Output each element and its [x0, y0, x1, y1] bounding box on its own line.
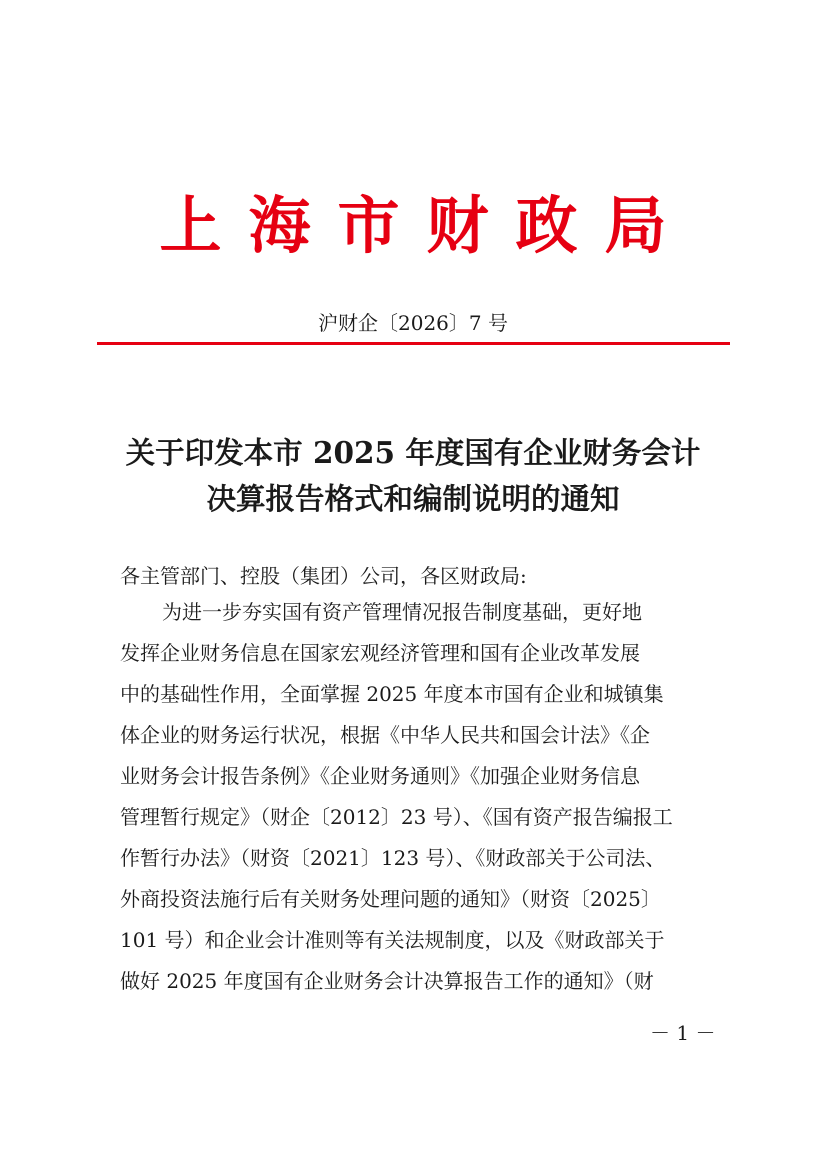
- body-line: 业财务会计报告条例》《企业财务通则》《加强企业财务信息: [120, 764, 640, 788]
- page-number: － 1 －: [650, 1021, 716, 1045]
- body-line: 做好 2025 年度国有企业财务会计决算报告工作的通知》（财: [120, 969, 654, 993]
- body-line: 101 号）和企业会计准则等有关法规制度，以及《财政部关于: [120, 928, 665, 952]
- issuing-authority-header: 上海市财政局: [159, 189, 694, 262]
- document-number: 沪财企〔2026〕7 号: [318, 311, 508, 335]
- body-line: 管理暂行规定》（财企〔2012〕23 号）、《国有资产报告编报工: [120, 805, 673, 829]
- salutation: 各主管部门、控股（集团）公司，各区财政局:: [120, 564, 527, 588]
- title-line: 关于印发本市 2025 年度国有企业财务会计: [125, 435, 701, 470]
- document-title: [80, 430, 746, 522]
- red-divider-line: [97, 342, 730, 345]
- body-line: 体企业的财务运行状况，根据《中华人民共和国会计法》《企: [120, 723, 650, 747]
- body-line: 作暂行办法》（财资〔2021〕123 号）、《财政部关于公司法、: [120, 846, 666, 870]
- title-line: 决算报告格式和编制说明的通知: [206, 481, 620, 516]
- body-line: 为进一步夯实国有资产管理情况报告制度基础，更好地: [162, 600, 642, 624]
- body-line: 发挥企业财务信息在国家宏观经济管理和国有企业改革发展: [120, 641, 640, 665]
- body-text: [120, 592, 720, 1002]
- body-line: 中的基础性作用，全面掌握 2025 年度本市国有企业和城镇集: [120, 682, 664, 706]
- body-line: 外商投资法施行后有关财务处理问题的通知》（财资〔2025〕: [120, 887, 661, 911]
